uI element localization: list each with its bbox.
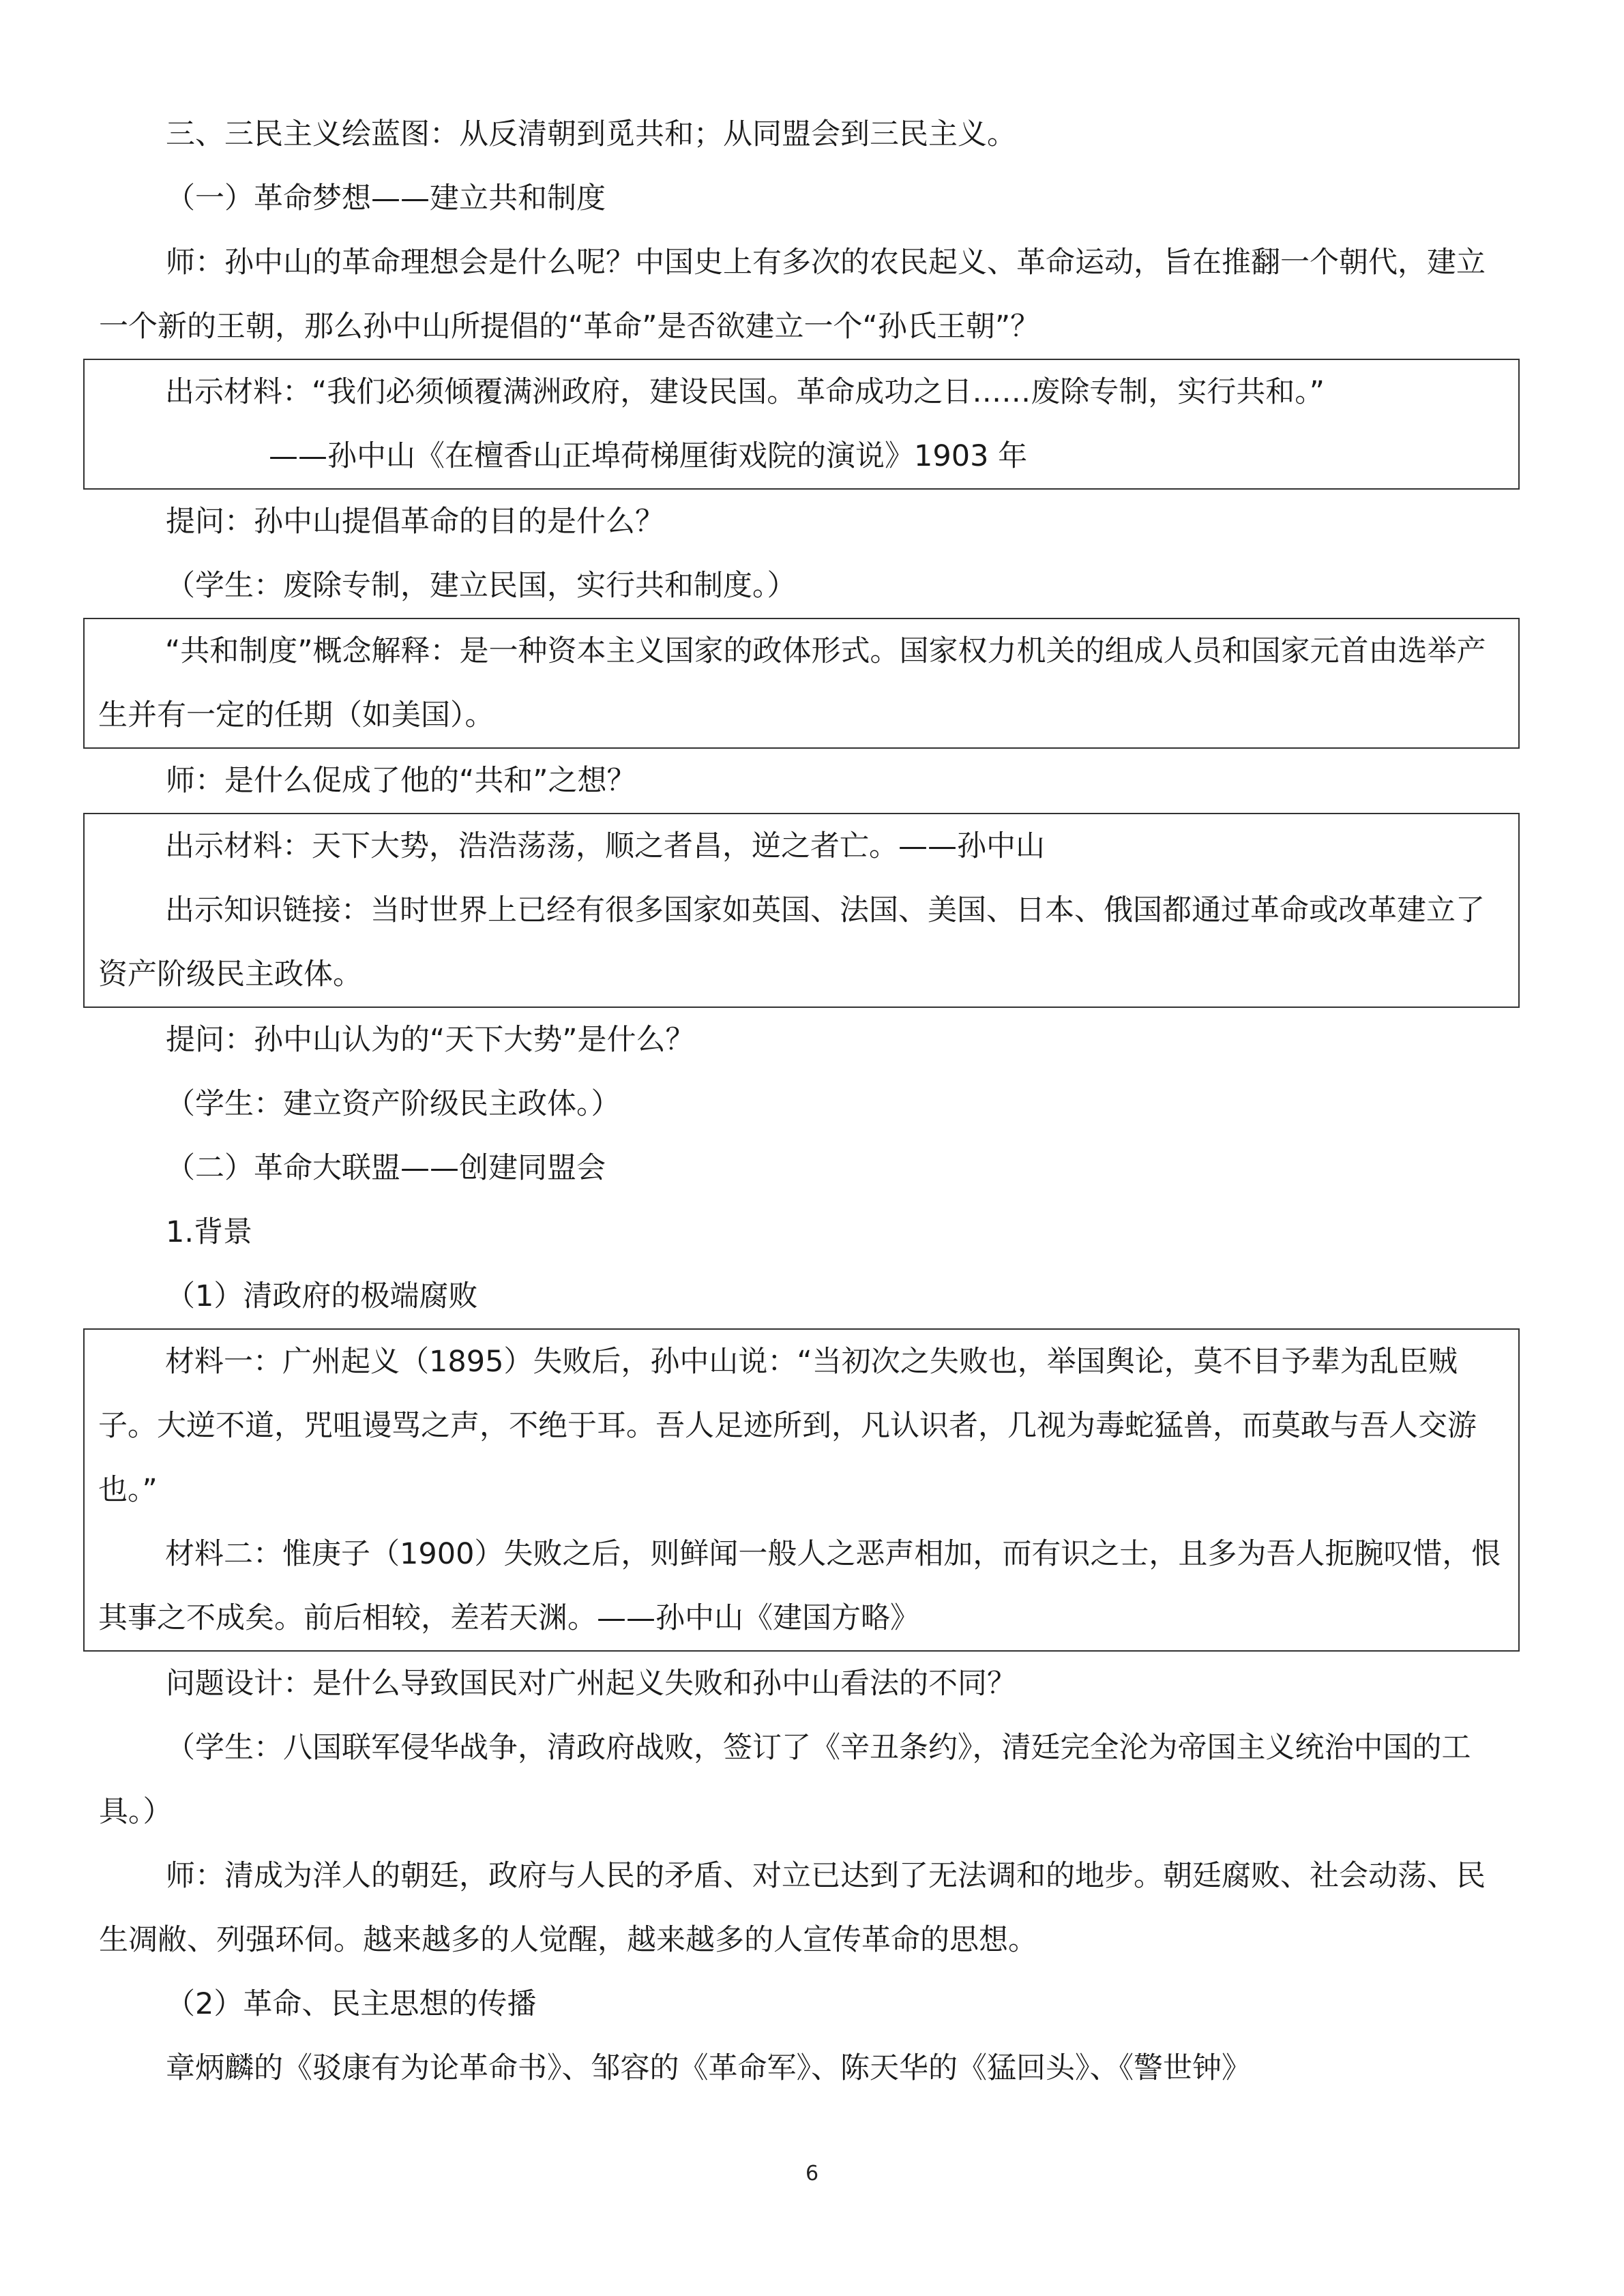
page-content [99,102,1504,2100]
material-one: 材料一：广州起义（1895）失败后，孙中山说：“当初次之失败也，举国舆论，莫不目予辈为乱臣贼子。大逆不道，咒咀谩骂之声，不绝于耳。吾人足迹所到，凡认识者，几视为毒蛇猛兽，而莫敢与吾人交游也。” [98,1345,1477,1507]
page-number: 6 [805,2162,819,2186]
subsection-qing-corruption: （1）清政府的极端腐败 [166,1279,478,1313]
material-box-speech [83,359,1520,490]
subsection-ideas-spread: （2）革命、民主思想的传播 [166,1987,537,2021]
subsection-background: 1.背景 [166,1215,253,1249]
section-title-revolution-dream: （一）革命梦想——建立共和制度 [166,181,606,215]
student-answer-2: （学生：建立资产阶级民主政体。） [166,1087,621,1121]
material-source: ——孙中山《在檀香山正埠荷梯厘街戏院的演说》1903 年 [269,439,1028,473]
concept-box-republic [83,618,1520,749]
teacher-question-paragraph: 师：孙中山的革命理想会是什么呢？中国史上有多次的农民起义、革命运动，旨在推翻一个朝代，建立一个新的王朝，那么孙中山所提倡的“革命”是否欲建立一个“孙氏王朝”？ [99,245,1486,344]
material-world-trend: 出示材料：天下大势，浩浩荡荡，顺之者昌，逆之者亡。——孙中山 [165,829,1045,863]
knowledge-link: 出示知识链接：当时世界上已经有很多国家如英国、法国、美国、日本、俄国都通过革命或改革建立了资产阶级民主政体。 [98,893,1485,992]
student-answer-3: （学生：八国联军侵华战争，清政府战败，签订了《辛丑条约》，清廷完全沦为帝国主义统治中国的工具。） [99,1731,1471,1829]
teacher-summary: 师：清成为洋人的朝廷，政府与人民的矛盾、对立已达到了无法调和的地步。朝廷腐败、社会动荡、民生凋敝、列强环伺。越来越多的人觉醒，越来越多的人宣传革命的思想。 [99,1859,1486,1957]
main-heading: 三、三民主义绘蓝图：从反清朝到觅共和；从同盟会到三民主义。 [166,117,1016,151]
student-answer-1: （学生：废除专制，建立民国，实行共和制度。） [166,569,797,603]
material-two: 材料二：惟庚子（1900）失败之后，则鲜闻一般人之恶声相加，而有识之士，且多为吾人扼腕叹惜，恨其事之不成矣。前后相较，差若天渊。——孙中山《建国方略》 [98,1537,1501,1635]
works-line: 章炳麟的《驳康有为论革命书》、邹容的《革命军》、陈天华的《猛回头》、《警世钟》 [166,2051,1251,2085]
question-world-trend: 提问：孙中山认为的“天下大势”是什么？ [166,1023,695,1057]
concept-explanation: “共和制度”概念解释：是一种资本主义国家的政体形式。国家权力机关的组成人员和国家元首由选举产生并有一定的任期（如美国）。 [98,634,1486,732]
question-purpose: 提问：孙中山提倡革命的目的是什么？ [166,505,664,539]
material-box-world-trend [83,813,1520,1008]
section-title-alliance: （二）革命大联盟——创建同盟会 [166,1151,606,1185]
material-box-uprisings [83,1328,1520,1652]
teacher-question-2: 师：是什么促成了他的“共和”之想？ [166,764,636,798]
material-quote: 出示材料：“我们必须倾覆满洲政府，建设民国。革命成功之日……废除专制，实行共和。” [165,375,1325,409]
question-design: 问题设计：是什么导致国民对广州起义失败和孙中山看法的不同？ [166,1667,1016,1701]
